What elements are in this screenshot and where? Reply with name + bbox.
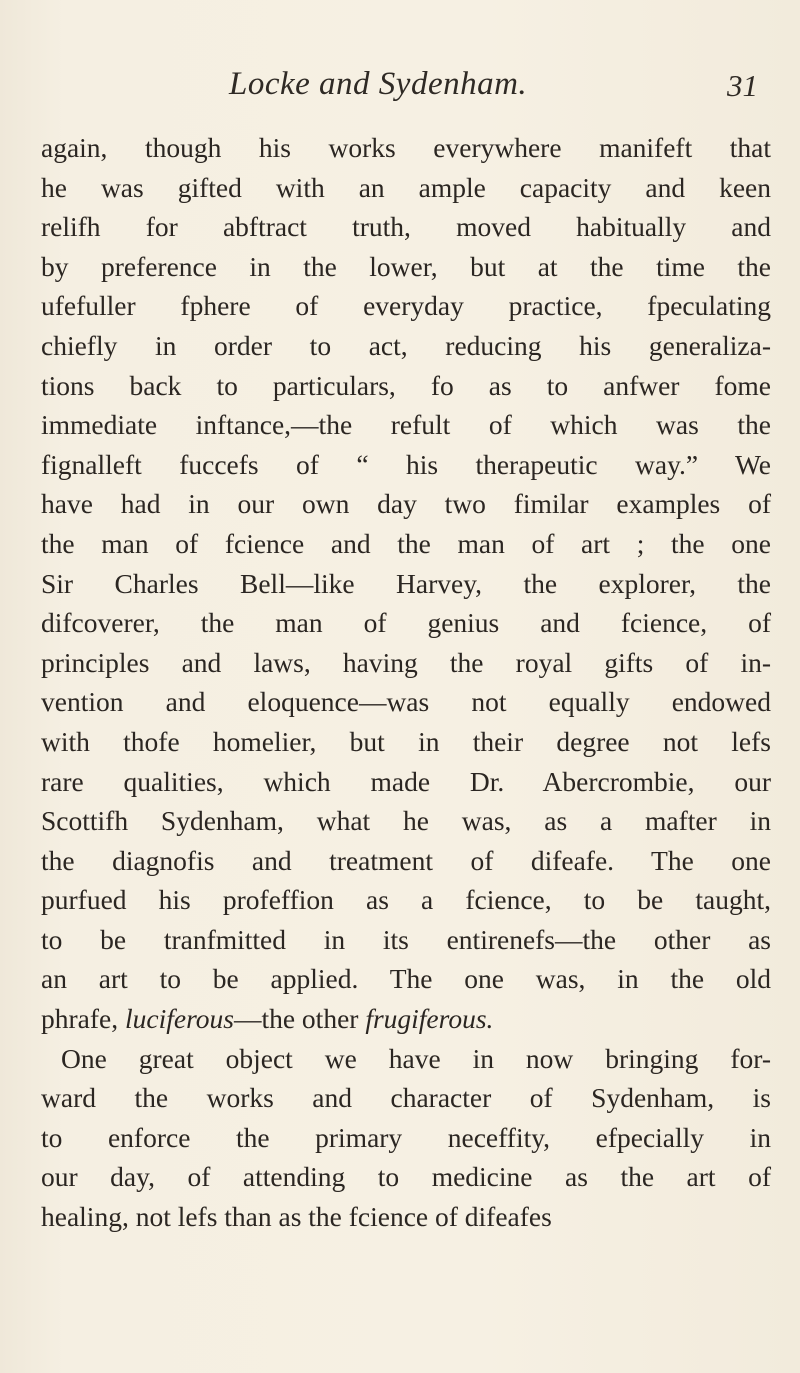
paragraph-start-line: One great object we have in now bringing for- — [61, 1042, 771, 1074]
text-line: vention and eloquence—was not equally endowed — [41, 686, 771, 718]
text-line: Scottifh Sydenham, what he was, as a mafter in — [41, 805, 771, 837]
text-line: ufefuller fphere of everyday practice, fpeculating — [41, 290, 771, 322]
body-text — [41, 128, 771, 1237]
text-line: ward the works and character of Sydenham, is — [41, 1082, 771, 1114]
text-line: the man of fcience and the man of art ; the one — [41, 527, 771, 559]
text-line: tions back to particulars, fo as to anfwer fome — [41, 369, 771, 401]
text-line: chiefly in order to act, reducing his generaliza- — [41, 329, 771, 361]
text-line: to be tranfmitted in its entirenefs—the other as — [41, 923, 771, 955]
phrase-before: phrafe, — [41, 1003, 125, 1035]
text-line: rare qualities, which made Dr. Abercrombie, our — [41, 765, 771, 797]
text-line: healing, not lefs than as the fcience of difeafes — [41, 1201, 552, 1233]
text-line: purfued his profeffion as a fcience, to be taught, — [41, 884, 771, 916]
text-line: an art to be applied. The one was, in the old — [41, 963, 771, 995]
phrase-italic-frugiferous: frugiferous. — [365, 1003, 494, 1035]
text-line: have had in our own day two fimilar examples of — [41, 488, 771, 520]
text-line: he was gifted with an ample capacity and keen — [41, 171, 771, 203]
page-number: 31 — [727, 68, 758, 103]
text-line: our day, of attending to medicine as the art of — [41, 1161, 771, 1193]
text-line: relifh for abftract truth, moved habitually and — [41, 211, 771, 243]
phrase-italic-luciferous: luciferous — [124, 1003, 234, 1035]
phrase-middle: —the other — [233, 1003, 366, 1035]
text-line: to enforce the primary neceffity, efpecially in — [41, 1121, 771, 1153]
text-line: fignalleft fuccefs of “ his therapeutic way.” We — [41, 448, 771, 480]
text-line: principles and laws, having the royal gifts of in- — [41, 646, 771, 678]
text-line: immediate inftance,—the refult of which was the — [41, 409, 771, 441]
running-title: Locke and Sydenham. — [229, 66, 528, 102]
text-line: with thofe homelier, but in their degree not lefs — [41, 725, 771, 757]
text-line: again, though his works everywhere manifeft that — [41, 132, 771, 163]
text-line-phrase — [41, 999, 771, 1039]
text-line: Sir Charles Bell—like Harvey, the explorer, the — [41, 567, 771, 599]
text-line: difcoverer, the man of genius and fcience, of — [41, 607, 771, 639]
text-line: by preference in the lower, but at the time the — [41, 250, 771, 282]
text-line: the diagnofis and treatment of difeafe. The one — [41, 844, 771, 876]
